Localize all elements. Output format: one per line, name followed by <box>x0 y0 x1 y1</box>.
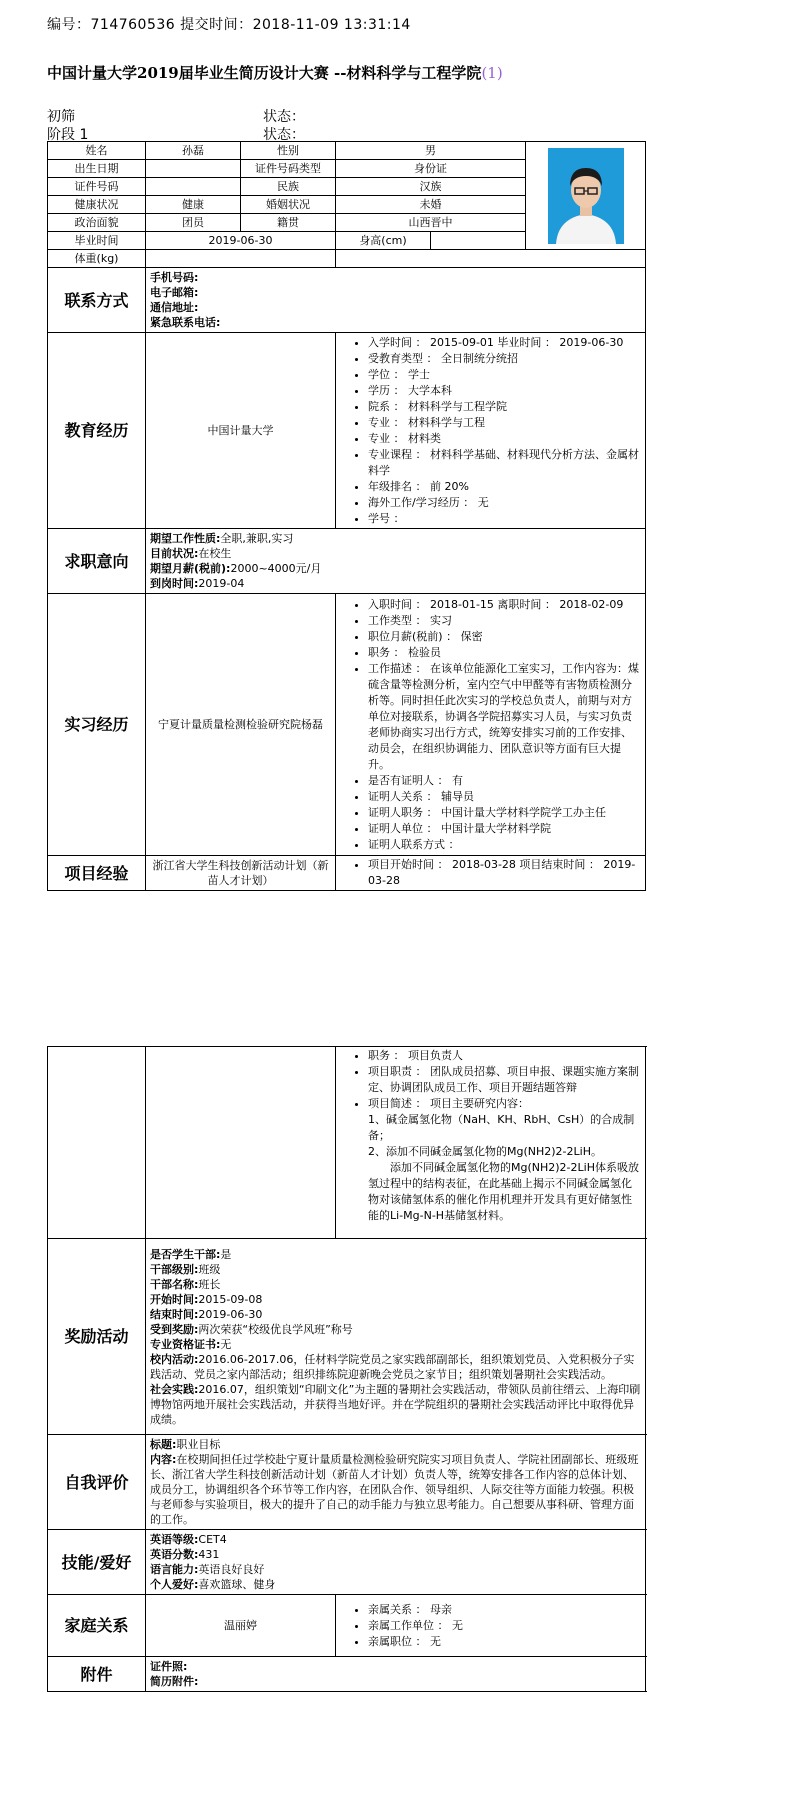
idno-value <box>146 178 241 196</box>
marital-label: 婚姻状况 <box>241 196 336 214</box>
intern-item: • 证明人联系方式 ： <box>368 837 641 853</box>
gender-value: 男 <box>336 142 526 160</box>
job-section-title: 求职意向 <box>48 529 146 594</box>
job-nature-value: 全职,兼职,实习 <box>220 532 294 545</box>
family-details <box>336 1595 646 1657</box>
award-section-title: 奖励活动 <box>48 1239 146 1435</box>
stage-number: 阶段 1 <box>47 127 89 143</box>
project-item <box>368 1096 641 1224</box>
name-value: 孙磊 <box>146 142 241 160</box>
grad-label: 毕业时间 <box>48 232 146 250</box>
ethnic-value: 汉族 <box>336 178 526 196</box>
award-row-label: 结束时间: <box>150 1307 199 1321</box>
project-intro-label: 项目简述 ： 项目主要研究内容： <box>368 1097 529 1110</box>
stage-screen: 初筛 <box>47 109 75 125</box>
intern-item: • 证明人职务 ： 中国计量大学材料学院学工办主任 <box>368 805 641 821</box>
name-label: 姓名 <box>48 142 146 160</box>
self-title-value: 职业目标 <box>176 1438 221 1451</box>
project-item: • 职务 ： 项目负责人 <box>368 1048 641 1064</box>
skill-row <box>150 1577 641 1592</box>
contact-details <box>146 268 646 333</box>
education-item: • 院系 ： 材料科学与工程学院 <box>368 399 641 415</box>
intern-item: • 工作描述 ： 在该单位能源化工室实习，工作内容为：煤硫含量等检测分析，室内空气中甲醛等有害物质检测分析等。同时担任此次实习的学校总负责人，前期与对方单位对接联系，协调各学院招募实习人员，与实习负责老师协商实习出行方式，统筹安排实习前的工作安排、动员会，在组织协调能力、团队意识等方面有巨大提升。 <box>368 661 641 773</box>
native-value: 山西晋中 <box>336 214 526 232</box>
phone-label: 手机号码: <box>150 271 199 284</box>
skill-row-value: 英语良好良好 <box>198 1563 265 1576</box>
project-section-title: 项目经验 <box>48 856 146 891</box>
skill-row-value: 喜欢篮球、健身 <box>198 1578 276 1591</box>
skill-row-value: CET4 <box>198 1533 227 1546</box>
attach-resume-label[interactable]: 简历附件: <box>150 1675 199 1688</box>
skill-row-value: 431 <box>198 1548 220 1561</box>
project-details <box>336 1047 646 1239</box>
address-label: 通信地址: <box>150 301 199 314</box>
intern-item: • 职位月薪(税前) ： 保密 <box>368 629 641 645</box>
idtype-label: 证件号码类型 <box>241 160 336 178</box>
email-label: 电子邮箱: <box>150 286 199 299</box>
award-row-label: 干部级别: <box>150 1262 199 1276</box>
politics-value: 团员 <box>146 214 241 232</box>
job-arrive-label: 到岗时间: <box>150 577 199 590</box>
height-label: 身高(cm) <box>336 232 431 250</box>
job-nature-label: 期望工作性质: <box>150 532 221 545</box>
award-details <box>146 1239 646 1435</box>
award-row-label: 受到奖励: <box>150 1322 199 1336</box>
intern-item: • 是否有证明人 ： 有 <box>368 773 641 789</box>
job-state-value: 在校生 <box>198 547 232 560</box>
health-label: 健康状况 <box>48 196 146 214</box>
award-row-label: 专业资格证书: <box>150 1337 221 1351</box>
education-item: • 年级排名 ： 前 20% <box>368 479 641 495</box>
education-item: • 受教育类型 ： 全日制统分统招 <box>368 351 641 367</box>
marital-value: 未婚 <box>336 196 526 214</box>
resume-table-page1 <box>47 141 646 891</box>
self-content-label: 内容: <box>150 1453 177 1466</box>
title-number[interactable]: (1) <box>481 64 503 82</box>
self-title-label: 标题: <box>150 1438 177 1451</box>
native-label: 籍贯 <box>241 214 336 232</box>
skill-details <box>146 1530 646 1595</box>
intern-item: • 职务 ： 检验员 <box>368 645 641 661</box>
page-title <box>47 62 503 83</box>
skill-row-label: 个人爱好: <box>150 1578 199 1591</box>
award-row-value: 2016.07，组织策划“印刷文化”为主题的暑期社会实践活动，带领队员前往缙云、上海印刷博物馆两地开展社会实践活动，并获得当地好评。并在学院组织的暑期社会实践活动评比中取得优异成绩。 <box>150 1382 641 1426</box>
award-row <box>150 1277 641 1292</box>
submission-meta: 编号：714760536 提交时间：2018-11-09 13:31:14 <box>47 17 411 33</box>
self-details <box>146 1435 646 1530</box>
award-row-label: 校内活动: <box>150 1352 199 1366</box>
award-row-value: 2016.06-2017.06，任材料学院党员之家实践部副部长，组织策划党员、入党积极分子实践活动、党员之家内部活动；组织排练院迎新晚会党员之家节目；组织策划暑期社会实践活动。 <box>150 1352 635 1381</box>
self-content-value: 在校期间担任过学校赴宁夏计量质量检测检验研究院实习项目负责人、学院社团副部长、班级班长、浙江省大学生科技创新活动计划（新苗人才计划）负责人等，统筹安排各工作内容的总体计划、成员分工，协调组织各个环节等工作内容，在团队合作、领导组织、人际交往等方面能力较强。积极与老师参与实验项目，极大的提升了自己的动手能力与独立思考能力。自己想要从事科研、管理方面的工作。 <box>150 1453 639 1526</box>
award-row <box>150 1322 641 1337</box>
award-row-value: 班长 <box>198 1277 221 1291</box>
ethnic-label: 民族 <box>241 178 336 196</box>
award-row-label: 开始时间: <box>150 1292 199 1306</box>
award-row-value: 两次荣获“校级优良学风班”称号 <box>198 1322 353 1336</box>
intern-org: 宁夏计量质量检测检验研究院杨磊 <box>146 594 336 856</box>
education-list <box>340 335 641 527</box>
contact-section-title: 联系方式 <box>48 268 146 333</box>
status-label-2: 状态： <box>263 127 305 143</box>
education-item: • 学位 ： 学士 <box>368 367 641 383</box>
family-member-name: 温丽婷 <box>146 1595 336 1657</box>
intern-item: • 入职时间 ： 2018-01-15 离职时间 ： 2018-02-09 <box>368 597 641 613</box>
education-school: 中国计量大学 <box>146 333 336 529</box>
education-item: • 专业 ： 材料类 <box>368 431 641 447</box>
photo-cell <box>526 142 646 250</box>
politics-label: 政治面貌 <box>48 214 146 232</box>
grad-value: 2019-06-30 <box>146 232 336 250</box>
weight-label: 体重(kg) <box>48 250 146 268</box>
award-row-value: 2015-09-08 <box>198 1292 263 1306</box>
award-row-value: 班级 <box>198 1262 221 1276</box>
gender-label: 性别 <box>241 142 336 160</box>
profile-photo <box>548 148 624 244</box>
education-item: • 专业课程 ： 材料科学基础、材料现代分析方法、金属材料学 <box>368 447 641 479</box>
award-row <box>150 1352 641 1382</box>
intern-item: • 证明人单位 ： 中国计量大学材料学院 <box>368 821 641 837</box>
education-item: • 学号 ： <box>368 511 641 527</box>
education-item: • 海外工作/学习经历 ： 无 <box>368 495 641 511</box>
education-item: • 入学时间 ： 2015-09-01 毕业时间 ： 2019-06-30 <box>368 335 641 351</box>
birth-label: 出生日期 <box>48 160 146 178</box>
project-item: • 项目职责 ： 团队成员招募、项目申报、课题实施方案制定、协调团队成员工作、项目开题结题答辩 <box>368 1064 641 1096</box>
resume-table-page2 <box>47 1046 646 1692</box>
award-row <box>150 1382 641 1427</box>
skill-row <box>150 1532 641 1547</box>
award-row-value: 2019-06-30 <box>198 1307 263 1321</box>
birth-value <box>146 160 241 178</box>
project-intro-line: 1、碱金属氢化物（NaH、KH、RbH、CsH）的合成制备； <box>368 1113 635 1142</box>
job-state-label: 目前状况: <box>150 547 199 560</box>
award-row-value: 无 <box>220 1337 232 1351</box>
project-intro-line: 添加不同碱金属氢化物的Mg(NH2)2-2LiH体系吸放氢过程中的结构表征，在此基础上揭示不同碱金属氢化物对该储氢体系的催化作用机理并开发具有更好储氢性能的Li-Mg-N-H基储氢材料。 <box>368 1161 639 1222</box>
job-salary-value: 2000~4000元/月 <box>230 562 322 575</box>
job-details <box>146 529 646 594</box>
title-text: 中国计量大学2019届毕业生简历设计大赛 --材料科学与工程学院 <box>47 64 482 82</box>
job-arrive-value: 2019-04 <box>198 577 245 590</box>
award-row-value: 是 <box>220 1247 232 1261</box>
job-salary-label: 期望月薪(税前): <box>150 562 231 575</box>
attach-section-title: 附件 <box>48 1657 146 1692</box>
education-item: • 专业 ： 材料科学与工程 <box>368 415 641 431</box>
status-label-1: 状态： <box>263 109 305 125</box>
award-row <box>150 1292 641 1307</box>
intern-section-title: 实习经历 <box>48 594 146 856</box>
family-section-title: 家庭关系 <box>48 1595 146 1657</box>
idno-label: 证件号码 <box>48 178 146 196</box>
intern-item: • 证明人关系 ： 辅导员 <box>368 789 641 805</box>
attach-photo-label[interactable]: 证件照: <box>150 1660 188 1673</box>
education-section-title: 教育经历 <box>48 333 146 529</box>
health-value: 健康 <box>146 196 241 214</box>
award-row <box>150 1262 641 1277</box>
award-row <box>150 1307 641 1322</box>
award-row-label: 社会实践: <box>150 1382 199 1396</box>
project-dates <box>336 856 646 891</box>
emergency-label: 紧急联系电话: <box>150 316 221 329</box>
family-item: • 亲属关系 ： 母亲 <box>368 1602 641 1618</box>
idtype-value: 身份证 <box>336 160 526 178</box>
project-date-item: • 项目开始时间 ： 2018-03-28 项目结束时间 ： 2019-03-28 <box>368 857 641 889</box>
intern-details <box>336 594 646 856</box>
family-item: • 亲属职位 ： 无 <box>368 1634 641 1650</box>
project-intro-line: 2、添加不同碱金属氢化物的Mg(NH2)2-2LiH。 <box>368 1145 602 1158</box>
skill-row-label: 英语等级: <box>150 1533 199 1546</box>
attach-details <box>146 1657 646 1692</box>
intern-list <box>340 597 641 853</box>
height-value <box>431 232 526 250</box>
skill-row <box>150 1562 641 1577</box>
project-name: 浙江省大学生科技创新活动计划（新苗人才计划） <box>146 856 336 891</box>
skill-section-title: 技能/爱好 <box>48 1530 146 1595</box>
award-row-label: 干部名称: <box>150 1277 199 1291</box>
weight-value <box>146 250 336 268</box>
education-details <box>336 333 646 529</box>
education-item: • 学历 ： 大学本科 <box>368 383 641 399</box>
self-section-title: 自我评价 <box>48 1435 146 1530</box>
intern-item: • 工作类型 ： 实习 <box>368 613 641 629</box>
family-item: • 亲属工作单位 ： 无 <box>368 1618 641 1634</box>
award-row <box>150 1337 641 1352</box>
skill-row <box>150 1547 641 1562</box>
skill-row-label: 语言能力: <box>150 1563 199 1576</box>
award-row <box>150 1247 641 1262</box>
award-row-label: 是否学生干部: <box>150 1247 221 1261</box>
skill-row-label: 英语分数: <box>150 1548 199 1561</box>
